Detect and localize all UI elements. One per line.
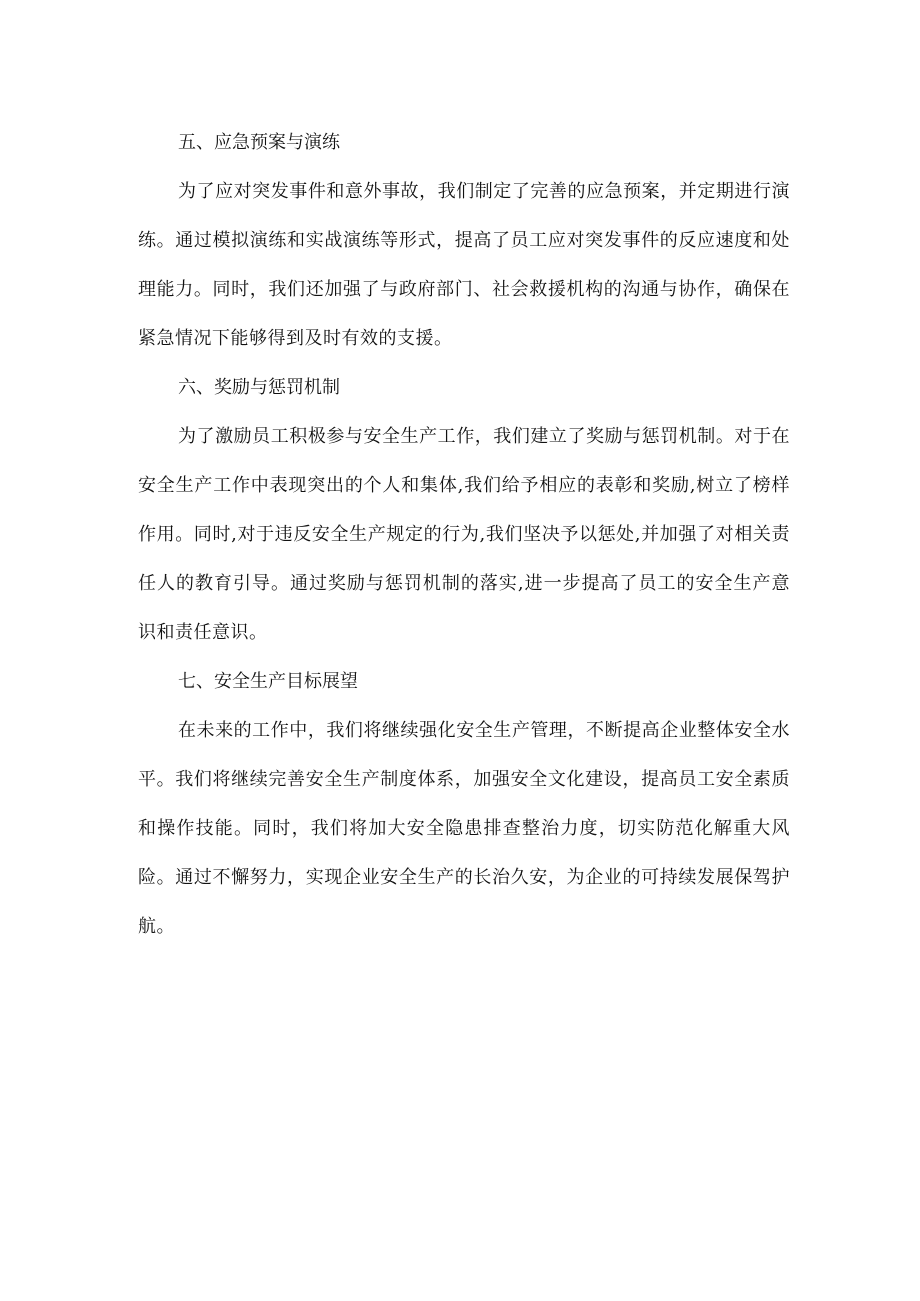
section-heading-reward-punishment: 六、奖励与惩罚机制 bbox=[178, 377, 340, 398]
section-paragraph-safety-goals: 在未来的工作中，我们将继续强化安全生产管理，不断提高企业整体安全水平。我们将继续完善安全生产制度体系，加强安全文化建设，提高员工安全素质和操作技能。同时，我们将加大安全隐患排查整治力度，切实防范化解重大风险。通过不懈努力，实现企业安全生产的长治久安，为企业的可持续发展保驾护航。 bbox=[138, 720, 790, 937]
section-heading-safety-goals: 七、安全生产目标展望 bbox=[178, 671, 358, 692]
section-heading-emergency-plan: 五、应急预案与演练 bbox=[178, 132, 340, 153]
section-paragraph-reward-punishment: 为了激励员工积极参与安全生产工作，我们建立了奖励与惩罚机制。对于在安全生产工作中表现突出的个人和集体,我们给予相应的表彰和奖励,树立了榜样作用。同时,对于违反安全生产规定的行为,我们坚决予以惩处,并加强了对相关责任人的教育引导。通过奖励与惩罚机制的落实,进一步提高了员工的安全生产意识和责任意识。 bbox=[138, 426, 790, 643]
document-page bbox=[138, 118, 790, 951]
section-paragraph-emergency-plan: 为了应对突发事件和意外事故，我们制定了完善的应急预案，并定期进行演练。通过模拟演练和实战演练等形式，提高了员工应对突发事件的反应速度和处理能力。同时，我们还加强了与政府部门、社会救援机构的沟通与协作，确保在紧急情况下能够得到及时有效的支援。 bbox=[138, 181, 790, 349]
